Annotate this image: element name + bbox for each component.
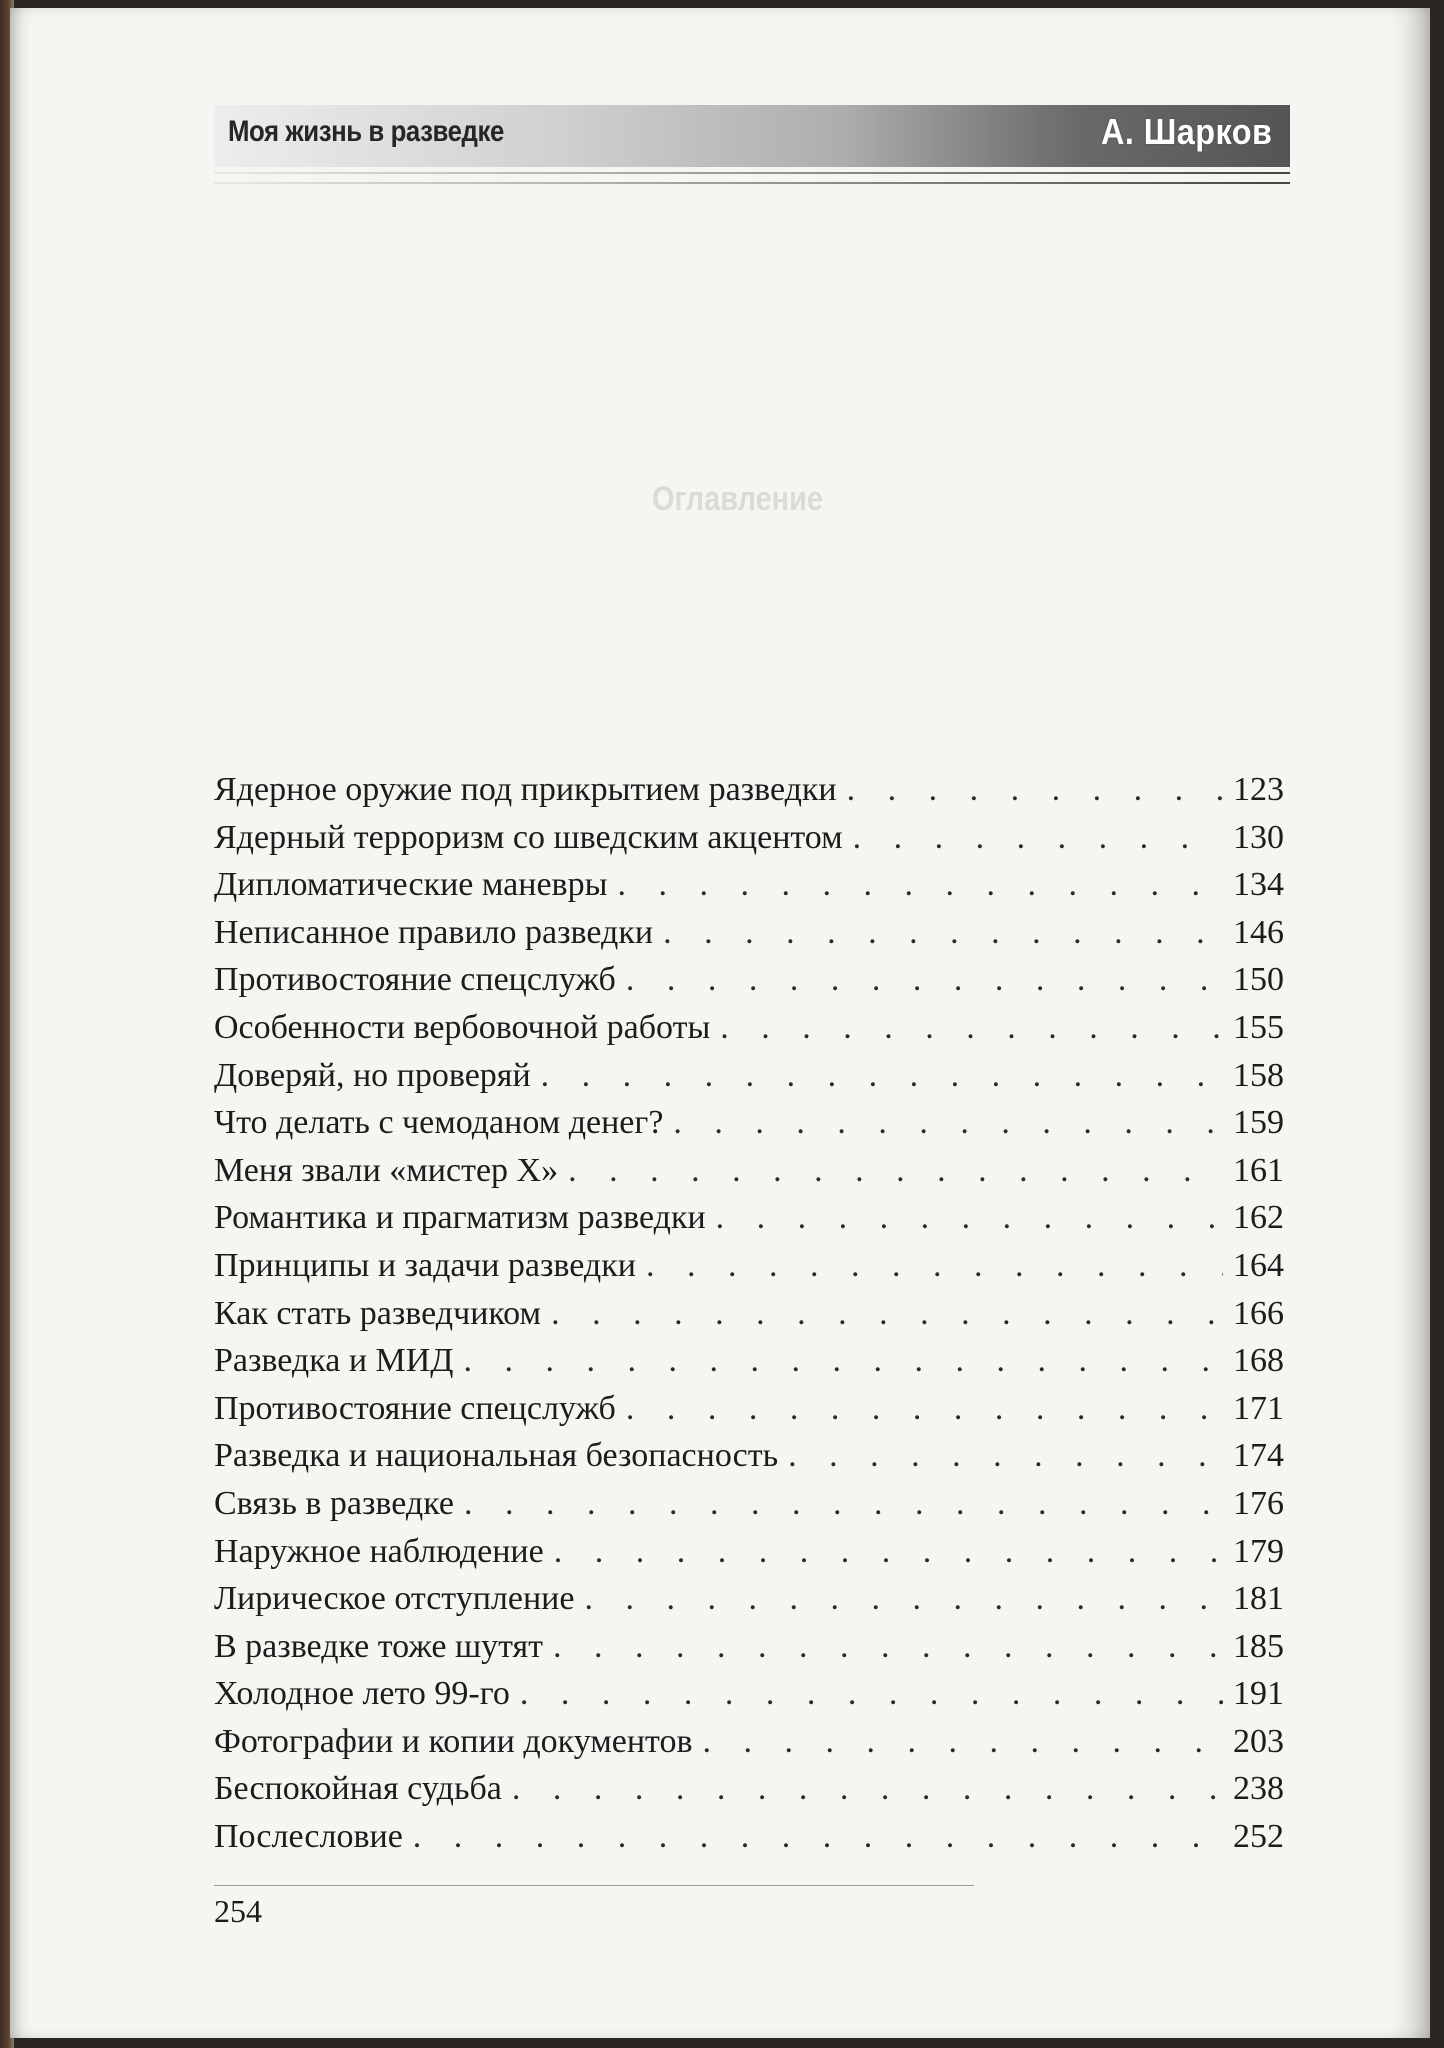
toc-entry-page: 130 bbox=[1233, 818, 1284, 856]
toc-entry-page: 123 bbox=[1233, 771, 1284, 808]
toc-dot-leader bbox=[788, 1432, 1223, 1480]
toc-entry bbox=[214, 1480, 1284, 1528]
toc-entry bbox=[214, 1670, 1284, 1718]
toc-entry-page: 171 bbox=[1233, 1389, 1284, 1427]
toc-dot-leader bbox=[464, 1480, 1223, 1528]
toc-entry bbox=[214, 1432, 1284, 1480]
toc-entry-title: Романтика и прагматизм разведки bbox=[214, 1199, 706, 1237]
toc-entry bbox=[214, 1147, 1284, 1195]
toc-entry-page: 181 bbox=[1233, 1580, 1284, 1618]
toc-entry-page: 203 bbox=[1233, 1722, 1284, 1760]
author-name: А. Шарков bbox=[1100, 111, 1272, 152]
toc-entry-page: 134 bbox=[1233, 866, 1284, 904]
toc-dot-leader bbox=[720, 1004, 1223, 1052]
header-rule-secondary bbox=[214, 182, 1290, 184]
toc-dot-leader bbox=[673, 1099, 1223, 1147]
toc-entry-title: Ядерное оружие под прикрытием разведки bbox=[214, 771, 837, 808]
toc-entry bbox=[214, 1052, 1284, 1100]
show-through-heading: Оглавление bbox=[652, 480, 823, 518]
toc-entry-title: Дипломатические маневры bbox=[214, 866, 608, 904]
toc-entry-page: 155 bbox=[1233, 1008, 1284, 1046]
toc-entry bbox=[214, 1623, 1284, 1671]
book-title: Моя жизнь в разведке bbox=[228, 115, 504, 148]
toc-entry-title: Разведка и национальная безопасность bbox=[214, 1437, 779, 1475]
toc-dot-leader bbox=[541, 1052, 1223, 1100]
toc-dot-leader bbox=[554, 1528, 1223, 1576]
toc-entry-title: Противостояние спецслужб bbox=[214, 1389, 616, 1427]
toc-dot-leader bbox=[464, 1337, 1224, 1385]
toc-dot-leader bbox=[853, 814, 1223, 862]
toc-dot-leader bbox=[716, 1194, 1223, 1242]
toc-entry-page: 185 bbox=[1233, 1627, 1284, 1665]
toc-entry-title: Особенности вербовочной работы bbox=[214, 1008, 711, 1046]
toc-entry bbox=[214, 1242, 1284, 1290]
toc-entry-page: 166 bbox=[1233, 1294, 1284, 1332]
toc-dot-leader bbox=[584, 1575, 1223, 1623]
toc-entry-title: Фотографии и копии документов bbox=[214, 1722, 693, 1760]
toc-entry-title: Беспокойная судьба bbox=[214, 1770, 502, 1808]
page-fold-shadow bbox=[1390, 8, 1430, 2038]
toc-entry bbox=[214, 956, 1284, 1004]
toc-entry-title: Лирическое отступление bbox=[214, 1580, 575, 1618]
toc-entry bbox=[214, 1290, 1284, 1338]
toc-entry bbox=[214, 1099, 1284, 1147]
toc-entry-page: 161 bbox=[1233, 1151, 1284, 1189]
toc-entry bbox=[214, 1194, 1284, 1242]
toc-entry-page: 158 bbox=[1233, 1056, 1284, 1094]
toc-entry bbox=[214, 861, 1284, 909]
table-of-contents bbox=[214, 766, 1284, 1861]
toc-dot-leader bbox=[553, 1623, 1223, 1671]
running-header bbox=[214, 105, 1290, 167]
toc-entry-page: 179 bbox=[1233, 1532, 1284, 1570]
toc-entry bbox=[214, 814, 1284, 862]
toc-entry bbox=[214, 1004, 1284, 1052]
toc-dot-leader bbox=[663, 909, 1223, 957]
toc-entry-page: 162 bbox=[1233, 1199, 1284, 1237]
toc-dot-leader bbox=[617, 861, 1223, 909]
toc-dot-leader bbox=[626, 1385, 1223, 1433]
toc-entry-page: 252 bbox=[1233, 1818, 1284, 1856]
toc-dot-leader bbox=[413, 1813, 1223, 1861]
toc-entry bbox=[214, 766, 1284, 814]
toc-entry-title: Меня звали «мистер Х» bbox=[214, 1151, 559, 1189]
toc-entry-page: 150 bbox=[1233, 961, 1284, 999]
toc-entry-page: 146 bbox=[1233, 913, 1284, 951]
toc-dot-leader bbox=[551, 1290, 1223, 1338]
toc-entry-title: Доверяй, но проверяй bbox=[214, 1056, 531, 1094]
toc-entry bbox=[214, 1528, 1284, 1576]
toc-entry-title: Ядерный терроризм со шведским акцентом bbox=[214, 818, 843, 856]
toc-entry-title: Наружное наблюдение bbox=[214, 1532, 544, 1570]
header-rule bbox=[214, 172, 1290, 174]
toc-dot-leader bbox=[568, 1147, 1223, 1195]
toc-dot-leader bbox=[626, 956, 1223, 1004]
toc-dot-leader bbox=[512, 1765, 1223, 1813]
toc-dot-leader bbox=[520, 1670, 1223, 1718]
toc-entry-title: Что делать с чемоданом денег? bbox=[214, 1104, 664, 1142]
toc-entry-title: Послесловие bbox=[214, 1818, 403, 1856]
toc-entry-title: В разведке тоже шутят bbox=[214, 1627, 544, 1665]
toc-entry-page: 159 bbox=[1233, 1104, 1284, 1142]
toc-entry-title: Холодное лето 99-го bbox=[214, 1675, 510, 1713]
toc-dot-leader bbox=[646, 1242, 1223, 1290]
toc-entry-title: Связь в разведке bbox=[214, 1484, 454, 1522]
toc-entry bbox=[214, 1575, 1284, 1623]
toc-entry bbox=[214, 1765, 1284, 1813]
page-number: 254 bbox=[214, 1893, 262, 1929]
toc-entry bbox=[214, 1813, 1284, 1861]
toc-entry-title: Неписанное правило разведки bbox=[214, 913, 654, 951]
toc-entry-page: 176 bbox=[1233, 1484, 1284, 1522]
toc-entry-title: Как стать разведчиком bbox=[214, 1294, 542, 1332]
footer-rule bbox=[214, 1885, 974, 1886]
toc-entry bbox=[214, 1337, 1284, 1385]
toc-entry-page: 238 bbox=[1233, 1770, 1284, 1808]
toc-entry bbox=[214, 1718, 1284, 1766]
toc-entry bbox=[214, 909, 1284, 957]
toc-entry-title: Принципы и задачи разведки bbox=[214, 1246, 636, 1284]
toc-entry-title: Противостояние спецслужб bbox=[214, 961, 616, 999]
toc-dot-leader bbox=[847, 766, 1223, 814]
toc-entry-page: 168 bbox=[1233, 1342, 1284, 1380]
toc-dot-leader bbox=[703, 1718, 1223, 1766]
toc-entry bbox=[214, 1385, 1284, 1433]
toc-entry-title: Разведка и МИД bbox=[214, 1342, 454, 1380]
toc-entry-page: 164 bbox=[1233, 1246, 1284, 1284]
toc-entry-page: 174 bbox=[1233, 1437, 1284, 1475]
toc-entry-page: 191 bbox=[1233, 1675, 1284, 1713]
